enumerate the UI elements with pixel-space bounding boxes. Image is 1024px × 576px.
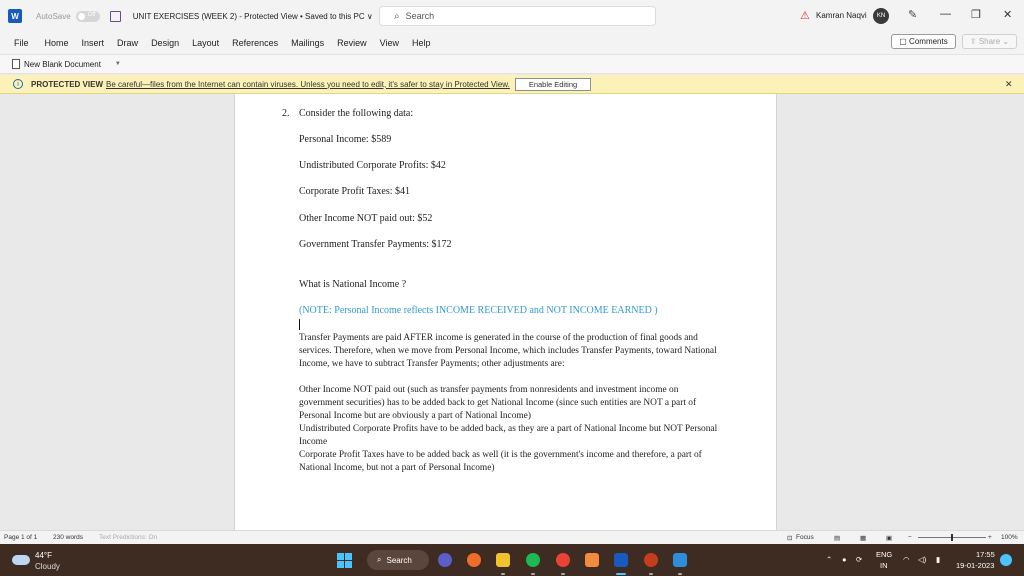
- answer-paragraph: Other Income NOT paid out (such as transfer payments from nonresidents and investment income on government securities) has to be added back to get National Income (since such entities are NOT a part of Personal Income but are obviously a part of National Income): [299, 385, 697, 421]
- autosave-toggle-state: Off: [87, 11, 96, 18]
- search-placeholder: Search: [405, 11, 435, 21]
- photos-app-icon[interactable]: [673, 553, 687, 567]
- protected-view-message[interactable]: Be careful—files from the Internet can contain viruses. Unless you need to edit, it's safer to stay in Protected View.: [106, 79, 510, 89]
- tab-layout[interactable]: Layout: [192, 38, 220, 48]
- note-text: (NOTE: Personal Income reflects INCOME RECEIVED and NOT INCOME EARNED ): [299, 305, 658, 316]
- share-button[interactable]: [962, 34, 1017, 49]
- page-count[interactable]: Page 1 of 1: [4, 534, 38, 541]
- enable-editing-button[interactable]: Enable Editing: [515, 78, 591, 91]
- new-blank-document-button[interactable]: New Blank Document: [24, 59, 101, 69]
- tab-home[interactable]: Home: [44, 38, 69, 48]
- document-page[interactable]: [234, 94, 777, 530]
- tab-insert[interactable]: Insert: [81, 38, 105, 48]
- search-icon: ⌕: [377, 555, 382, 564]
- tab-design[interactable]: Design: [151, 38, 180, 48]
- read-mode-icon[interactable]: ▤: [834, 535, 841, 542]
- autosave-toggle[interactable]: [76, 11, 100, 22]
- cloud-icon[interactable]: [12, 555, 30, 565]
- question-number: 2.: [282, 108, 290, 119]
- user-name[interactable]: Kamran Naqvi: [816, 11, 867, 20]
- info-icon: i: [13, 79, 23, 89]
- warning-icon[interactable]: ⚠: [800, 10, 810, 22]
- protected-view-bar: [0, 75, 1024, 94]
- close-protected-bar-button[interactable]: ✕: [1005, 79, 1013, 89]
- clock-date[interactable]: 19-01-2023: [956, 561, 995, 570]
- data-line: Personal Income: $589: [299, 134, 392, 145]
- document-canvas[interactable]: [0, 94, 1024, 530]
- data-line: Government Transfer Payments: $172: [299, 239, 452, 250]
- notification-icon[interactable]: [1000, 554, 1012, 566]
- running-indicator: [561, 573, 565, 575]
- status-bar: [0, 530, 1024, 544]
- question-prompt: What is National Income ?: [299, 279, 407, 290]
- tab-references[interactable]: References: [232, 38, 279, 48]
- question-text: Consider the following data:: [299, 108, 414, 119]
- chevron-up-icon[interactable]: ⌃: [826, 555, 833, 564]
- tab-view[interactable]: View: [379, 38, 400, 48]
- document-title[interactable]: UNIT EXERCISES (WEEK 2) - Protected View • Saved to this PC ∨: [132, 11, 373, 21]
- volume-icon[interactable]: ◁): [918, 555, 927, 564]
- comments-label: Comments: [909, 37, 948, 46]
- answer-paragraph: Corporate Profit Taxes have to be added back as well (it is the government's income and therefore, a part of National Income, but not a part of Personal Income): [299, 450, 702, 473]
- comment-icon: ▢: [899, 37, 910, 46]
- word-taskbar-icon[interactable]: [614, 553, 628, 567]
- search-input[interactable]: [379, 6, 656, 26]
- wifi-icon[interactable]: ◠: [903, 555, 910, 564]
- tab-draw[interactable]: Draw: [117, 38, 139, 48]
- powerpoint-icon[interactable]: [644, 553, 658, 567]
- share-label: Share: [978, 37, 1001, 46]
- web-layout-icon[interactable]: ▣: [886, 535, 893, 542]
- word-count[interactable]: 230 words: [53, 534, 83, 541]
- share-icon: ⇪: [969, 37, 979, 46]
- text-cursor: [299, 319, 300, 330]
- share-dropdown-icon: ⌄: [1000, 37, 1010, 46]
- file-explorer-icon[interactable]: [496, 553, 510, 567]
- pen-icon[interactable]: ✎: [908, 9, 918, 21]
- zoom-out-button[interactable]: −: [908, 534, 912, 541]
- save-icon[interactable]: [110, 11, 121, 22]
- tray-sync-icon[interactable]: ⟳: [856, 555, 863, 564]
- autosave-label: AutoSave: [36, 11, 71, 21]
- data-line: Other Income NOT paid out: $52: [299, 213, 433, 224]
- tab-file[interactable]: File: [14, 38, 29, 48]
- focus-button[interactable]: Focus: [796, 534, 814, 541]
- chrome-icon[interactable]: [556, 553, 570, 567]
- running-indicator: [649, 573, 653, 575]
- zoom-in-button[interactable]: +: [988, 534, 992, 541]
- data-line: Undistributed Corporate Profits: $42: [299, 160, 446, 171]
- active-indicator: [616, 573, 626, 575]
- spotify-icon[interactable]: [526, 553, 540, 567]
- avatar[interactable]: KN: [873, 8, 889, 24]
- battery-icon[interactable]: ▮: [936, 555, 941, 564]
- comments-button[interactable]: [891, 34, 956, 49]
- chevron-down-icon[interactable]: ▼: [114, 61, 121, 67]
- chat-app-icon[interactable]: [438, 553, 452, 567]
- data-line: Corporate Profit Taxes: $41: [299, 186, 411, 197]
- answer-paragraph: Undistributed Corporate Profits have to be added back, as they are a part of National Income but NOT Personal Income: [299, 424, 718, 447]
- close-button[interactable]: ✕: [1003, 9, 1013, 21]
- zoom-level[interactable]: 100%: [1001, 534, 1018, 541]
- search-icon: ⌕: [394, 10, 400, 22]
- running-indicator: [501, 573, 505, 575]
- word-app-icon: W: [8, 9, 22, 23]
- restore-button[interactable]: ❐: [971, 9, 981, 21]
- weather-description[interactable]: Cloudy: [35, 562, 60, 571]
- print-layout-icon[interactable]: ▦: [860, 535, 867, 542]
- region-code[interactable]: IN: [880, 561, 888, 570]
- tab-review[interactable]: Review: [337, 38, 367, 48]
- windows-start-icon[interactable]: [337, 553, 352, 568]
- quick-access-strip: [0, 54, 1024, 74]
- focus-icon[interactable]: ⊡: [787, 535, 793, 542]
- taskbar-search-label: Search: [386, 555, 412, 565]
- running-indicator: [678, 573, 682, 575]
- weather-temperature[interactable]: 44°F: [35, 551, 52, 560]
- zoom-slider-thumb[interactable]: [951, 534, 953, 541]
- tab-help[interactable]: Help: [412, 38, 431, 48]
- language-code[interactable]: ENG: [876, 550, 893, 559]
- protected-view-label: PROTECTED VIEW: [31, 79, 104, 89]
- media-app-icon[interactable]: [467, 553, 481, 567]
- clock-time[interactable]: 17:55: [976, 550, 995, 559]
- running-indicator: [531, 573, 535, 575]
- taskbar-search[interactable]: [367, 550, 429, 570]
- answer-paragraph: Transfer Payments are paid AFTER income is generated in the course of the production of final goods and services. Therefore, when we move from Personal Income, which includes Transfer Payments, toward National Income, we have to subtract Transfer Payments; other adjustments are:: [299, 333, 717, 369]
- tray-app-icon[interactable]: ●: [842, 555, 847, 564]
- tab-mailings[interactable]: Mailings: [291, 38, 325, 48]
- minimize-button[interactable]: —: [940, 8, 951, 20]
- new-document-icon: [12, 59, 20, 69]
- text-predictions[interactable]: Text Predictions: On: [99, 534, 158, 541]
- title-bar: [0, 0, 1024, 32]
- taskbar: [0, 544, 1024, 576]
- ribbon-tabs: [0, 32, 1024, 54]
- snipping-tool-icon[interactable]: [585, 553, 599, 567]
